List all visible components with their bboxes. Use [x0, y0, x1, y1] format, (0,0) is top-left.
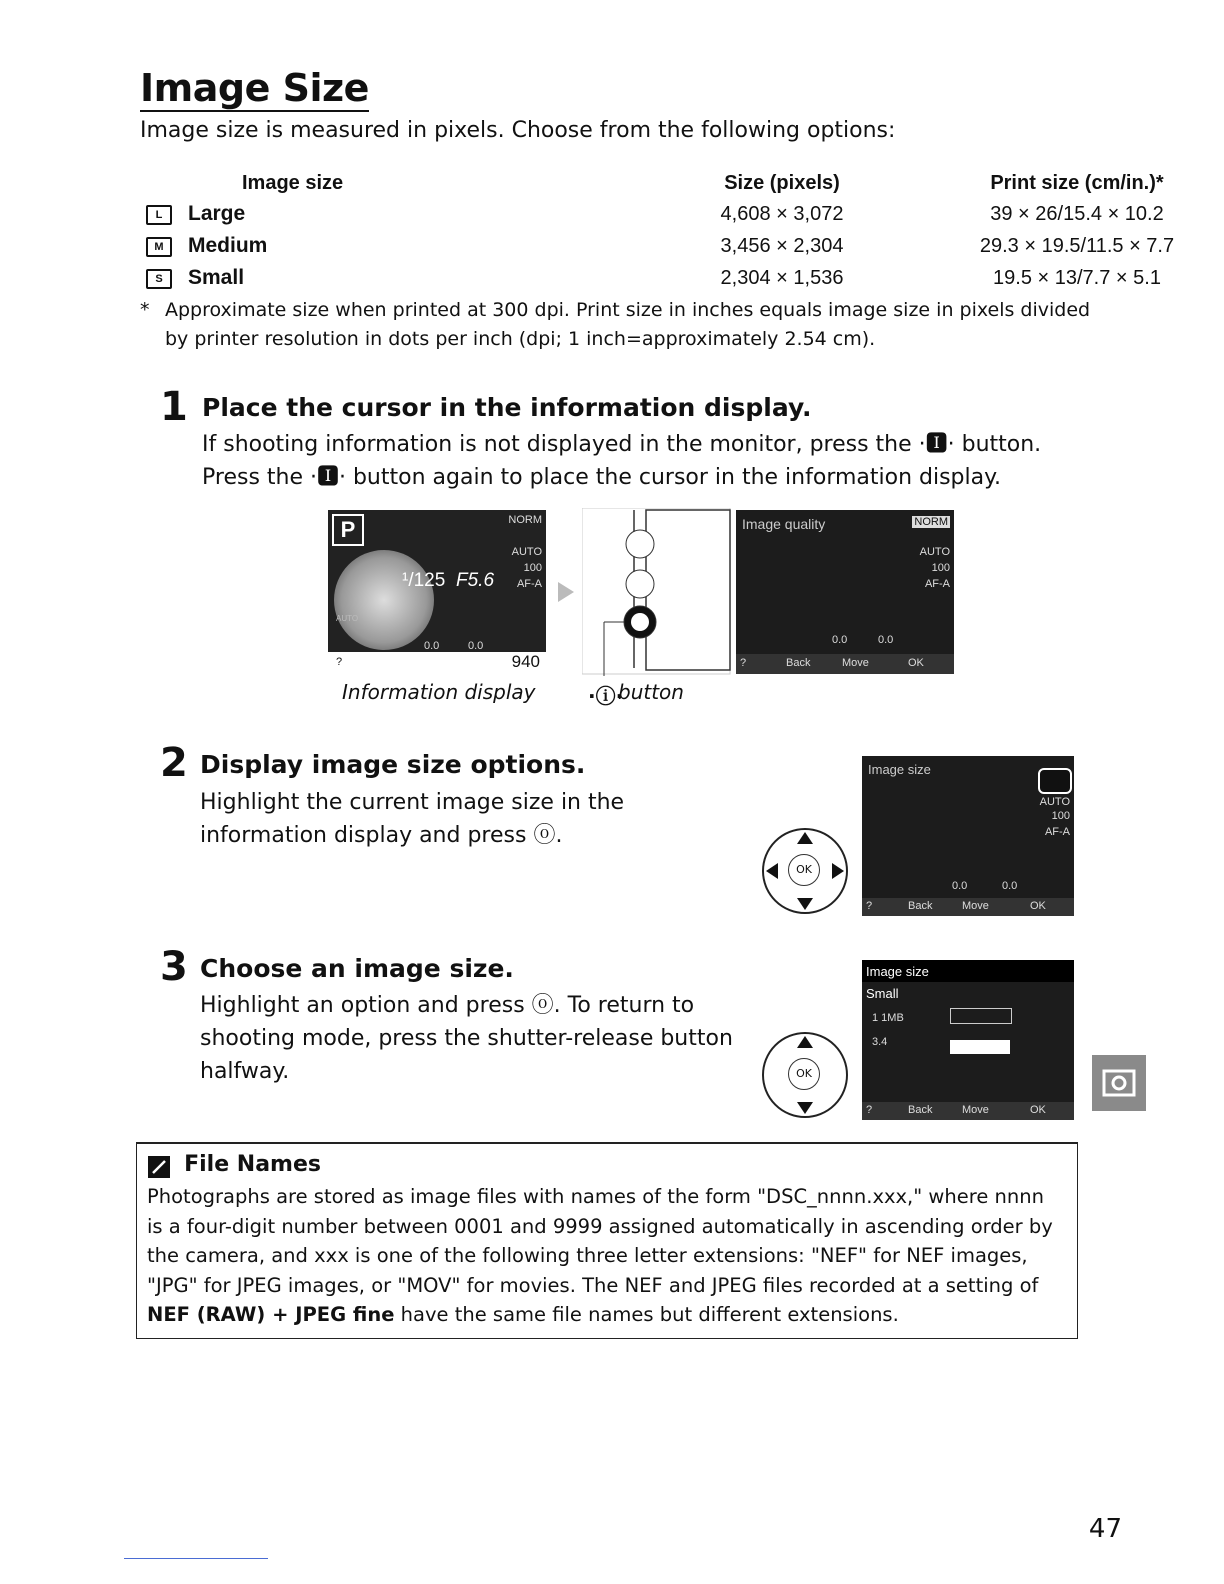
note-line	[147, 1300, 1072, 1330]
pencil-note-icon	[147, 1155, 173, 1179]
footnote-mark: *	[140, 299, 150, 321]
option-large[interactable]	[950, 1008, 1012, 1024]
print-size: 19.5 × 13/7.7 × 5.1	[993, 266, 1161, 289]
help-icon: ?	[866, 1104, 873, 1116]
small-size-icon: S	[146, 269, 172, 289]
note-line-rest: have the same file names but different extensions.	[394, 1303, 899, 1326]
step-body-line: If shooting information is not displayed in the monitor, press the ·🅸· button.	[202, 432, 1042, 457]
ok-hint: OK	[908, 657, 924, 669]
back-hint: Back	[908, 1104, 933, 1116]
move-hint: Move	[962, 900, 989, 912]
exposure-comp: 0.0	[424, 640, 440, 652]
note-body	[147, 1182, 1072, 1330]
step-number: 3	[160, 944, 188, 990]
screen-title: Image size	[866, 964, 929, 979]
image-size-screen	[862, 756, 1074, 916]
wb-value: AUTO	[511, 546, 542, 558]
iso-value: 100	[1051, 810, 1070, 822]
step-number: 2	[160, 740, 188, 786]
image-size-menu-screen	[862, 960, 1074, 1120]
image-size-table	[140, 168, 1202, 294]
caption-info-button: button	[618, 680, 684, 704]
page-title: Image Size	[140, 66, 369, 110]
footnote	[140, 296, 1100, 354]
step-body-line: information display and press ⓞ.	[200, 823, 563, 848]
flash-comp: 0.0	[878, 634, 894, 646]
page-number: 47	[1088, 1514, 1122, 1544]
note-title: File Names	[184, 1152, 321, 1177]
table-row	[140, 262, 1202, 294]
footer-rule	[124, 1558, 268, 1559]
option-medium[interactable]	[950, 1026, 1010, 1038]
size-label: Large	[188, 202, 246, 225]
print-size: 39 × 26/15.4 × 10.2	[990, 202, 1164, 225]
selected-size-name: Small	[866, 986, 899, 1001]
help-icon: ?	[866, 900, 873, 912]
af-mode-value: AF-A	[516, 578, 542, 590]
file-names-note-box	[136, 1142, 1078, 1339]
info-button-icon: ·ⓘ·	[588, 684, 624, 708]
step-heading: Choose an image size.	[200, 954, 514, 983]
note-line: the camera, and xxx is one of the following three letter extensions: "NEF" for NEF images,	[147, 1244, 1028, 1267]
caption-information-display: Information display	[342, 680, 536, 704]
help-icon: ?	[336, 656, 343, 668]
wb-value: AUTO	[919, 546, 950, 558]
screen-title: Image size	[868, 762, 931, 777]
af-mode-value: AF-A	[924, 578, 950, 590]
step-number: 1	[160, 384, 188, 430]
file-size-line: 1 1MB	[872, 1012, 904, 1024]
step-body	[200, 786, 624, 852]
size-pixels: 3,456 × 2,304	[720, 234, 844, 257]
quality-value: NORM	[914, 516, 948, 528]
size-pixels: 2,304 × 1,536	[720, 266, 844, 289]
aperture-value: F5.6	[456, 570, 495, 591]
multi-selector-illustration	[762, 1032, 848, 1118]
header-print-size: Print size (cm/in.)*	[990, 171, 1164, 194]
step-body-line: halfway.	[200, 1059, 290, 1084]
shutter-speed: ¹/125	[402, 570, 446, 591]
table-row	[140, 230, 1202, 262]
header-image-size: Image size	[242, 171, 344, 194]
note-line: "JPG" for JPEG images, or "MOV" for movies. The NEF and JPEG files recorded at a setting of	[147, 1273, 1039, 1297]
note-heading	[147, 1152, 321, 1179]
highlighted-size-icon	[1038, 768, 1072, 794]
table-row	[140, 198, 1202, 230]
intro-text: Image size is measured in pixels. Choose from the following options:	[140, 118, 896, 143]
arrow-right-icon	[554, 580, 578, 604]
wb-value: AUTO	[1039, 796, 1070, 808]
megapixel-line: 3.4	[872, 1036, 888, 1048]
move-hint: Move	[842, 657, 869, 669]
size-pixels: 4,608 × 3,072	[720, 202, 844, 225]
exposure-comp: 0.0	[952, 880, 968, 892]
exposure-comp: 0.0	[832, 634, 848, 646]
size-label: Medium	[188, 234, 268, 257]
print-size: 29.3 × 19.5/11.5 × 7.7	[979, 234, 1175, 257]
help-icon: ?	[740, 657, 747, 669]
direction-arrows-icon	[764, 830, 846, 912]
iso-value: 100	[523, 562, 542, 574]
ok-hint: OK	[1030, 1104, 1046, 1116]
auto-label: AUTO	[336, 614, 359, 623]
shooting-section-tab	[1092, 1055, 1146, 1111]
size-label: Small	[188, 266, 245, 289]
footnote-text: Approximate size when printed at 300 dpi. Print size in inches equals image size in pixels divided by printer resolution in dots per inch (dpi; 1 inch=approximately 2.54 cm).	[165, 299, 1091, 350]
flash-comp: 0.0	[1002, 880, 1018, 892]
screen-title: Image quality	[742, 516, 826, 532]
large-size-icon: L	[146, 205, 172, 225]
information-display-screen	[328, 510, 546, 674]
medium-size-icon: M	[146, 237, 172, 257]
ok-hint: OK	[1030, 900, 1046, 912]
multi-selector-illustration	[762, 828, 848, 914]
step-body-line: Highlight the current image size in the	[200, 790, 625, 815]
step-body-line: shooting mode, press the shutter-release button	[200, 1026, 733, 1051]
iso-value: 100	[931, 562, 950, 574]
ok-button-icon: OK	[788, 854, 820, 886]
frames-remaining: 940	[511, 652, 540, 671]
camera-icon	[1092, 1055, 1146, 1111]
back-hint: Back	[786, 657, 811, 669]
step-body-line: Highlight an option and press ⓞ. To return to	[200, 993, 695, 1018]
af-mode-value: AF-A	[1044, 826, 1070, 838]
table-header-row	[140, 168, 1202, 198]
mode-indicator: P	[332, 514, 364, 546]
aperture-dial-graphic	[334, 550, 434, 650]
option-small-highlighted[interactable]	[950, 1040, 1010, 1054]
step-body	[202, 428, 1041, 494]
header-size-pixels: Size (pixels)	[724, 171, 840, 194]
setting-name: NEF (RAW) + JPEG fine	[147, 1303, 395, 1326]
note-line: Photographs are stored as image files with names of the form "DSC_nnnn.xxx," where nnnn	[147, 1185, 1044, 1208]
image-quality-screen	[736, 510, 954, 674]
up-down-arrows-icon	[764, 1034, 846, 1116]
note-line: is a four-digit number between 0001 and 9999 assigned automatically in ascending order by	[147, 1214, 1053, 1238]
step-heading: Place the cursor in the information display.	[202, 393, 812, 422]
move-hint: Move	[962, 1104, 989, 1116]
step-heading: Display image size options.	[200, 750, 586, 779]
ok-button-icon: OK	[788, 1058, 820, 1090]
flash-comp: 0.0	[468, 640, 484, 652]
step-body-line: Press the ·🅸· button again to place the cursor in the information display.	[202, 465, 1001, 490]
quality-value: NORM	[508, 514, 542, 526]
camera-back-illustration	[582, 508, 732, 678]
step-body	[200, 989, 733, 1088]
back-hint: Back	[908, 900, 933, 912]
